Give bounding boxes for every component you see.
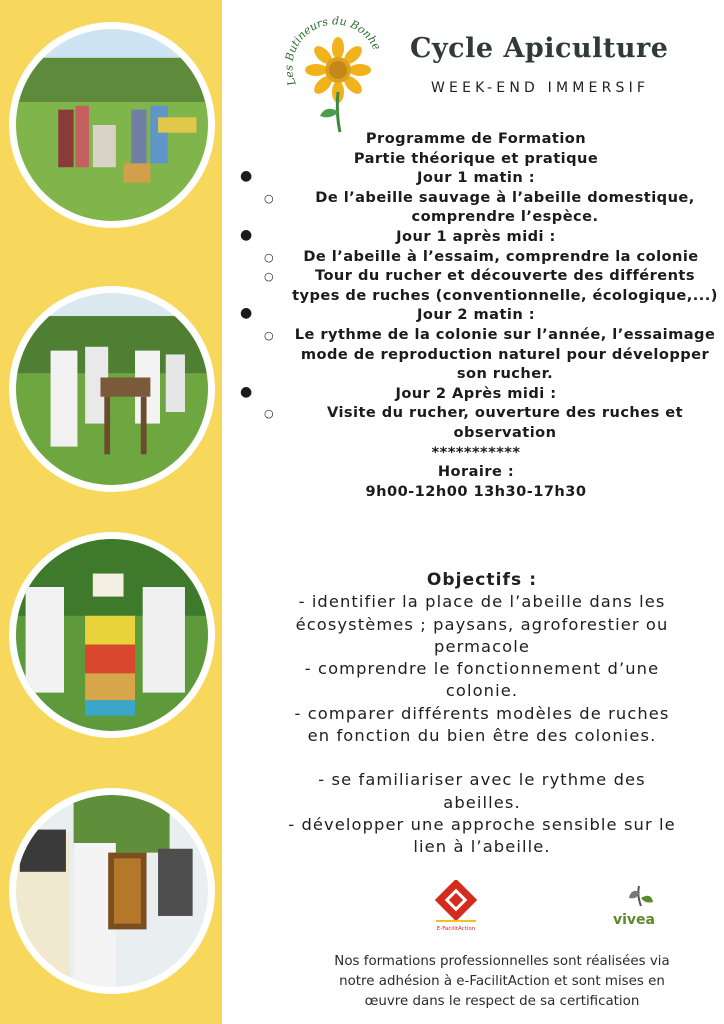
page-subtitle: WEEK-END IMMERSIF bbox=[431, 80, 650, 96]
objective-line: - comparer différents modèles de ruches bbox=[294, 703, 670, 723]
svg-text:E-FacilitAction: E-FacilitAction bbox=[436, 926, 476, 932]
objective-line: colonie. bbox=[445, 681, 519, 701]
day-label: ● Jour 2 Après midi : bbox=[240, 383, 557, 402]
certification-note bbox=[292, 952, 712, 1012]
circle-bullet-icon: ○ bbox=[264, 191, 275, 205]
photo-colored-hive bbox=[9, 532, 215, 738]
footer-line: Nos formations professionnelles sont réalisées via bbox=[334, 954, 670, 969]
day-label: ● Jour 2 matin : bbox=[240, 305, 535, 324]
svg-text:vivea: vivea bbox=[613, 912, 655, 928]
bullet-icon: ● bbox=[240, 226, 253, 243]
svg-text:Les Butineurs du Bonheur: Les Butineurs du Bonhe bbox=[282, 14, 382, 88]
objective-line: en fonction du bien être des colonies. bbox=[307, 726, 657, 746]
program-item: ○ De l’abeille à l’essaim, comprendre la colonie bbox=[232, 247, 720, 267]
objective-line: - se familiariser avec le rythme des bbox=[318, 770, 646, 790]
objective-spacer bbox=[240, 747, 724, 769]
objective-line: lien à l’abeille. bbox=[413, 837, 551, 857]
program-item: ○ Visite du rucher, ouverture des ruches et observation bbox=[264, 404, 684, 441]
bullet-icon: ● bbox=[240, 168, 253, 185]
efacilitaction-logo bbox=[432, 880, 480, 934]
circle-bullet-icon: ○ bbox=[264, 250, 275, 264]
program-section bbox=[232, 129, 720, 501]
program-heading: Programme de Formation bbox=[365, 130, 587, 147]
objective-line: - comprendre le fonctionnement d’une bbox=[304, 659, 660, 679]
photo-frame-inspection bbox=[9, 788, 215, 994]
objective-line: - développer une approche sensible sur le bbox=[288, 814, 676, 834]
footer-line: œuvre dans le respect de sa certification bbox=[364, 994, 640, 1009]
objective-line: permacole bbox=[434, 636, 530, 656]
objectives-section bbox=[240, 569, 724, 859]
circle-bullet-icon: ○ bbox=[264, 270, 275, 284]
photo-beekeepers-suits bbox=[9, 286, 215, 492]
page-title: Cycle Apiculture bbox=[410, 33, 669, 64]
separator: *********** bbox=[431, 443, 521, 461]
brand-logo bbox=[282, 14, 382, 136]
footer-line: notre adhésion à e-FacilitAction et sont mises en bbox=[339, 974, 665, 989]
vivea-logo bbox=[611, 882, 661, 928]
program-item: ○ De l’abeille sauvage à l’abeille domestique, comprendre l’espèce. bbox=[264, 188, 695, 226]
bullet-icon: ● bbox=[240, 305, 253, 322]
program-subheading: Partie théorique et pratique bbox=[353, 149, 599, 167]
program-item: ○ Le rythme de la colonie sur l’année, l’essaimage mode de reproduction naturel pour développer son rucher. bbox=[264, 325, 716, 383]
circle-bullet-icon: ○ bbox=[264, 407, 275, 421]
schedule-value: 9h00-12h00 13h30-17h30 bbox=[365, 482, 587, 500]
day-label: ● Jour 1 après midi : bbox=[240, 226, 556, 245]
schedule-label: Horaire : bbox=[437, 463, 515, 481]
objective-line: écosystèmes ; paysans, agroforestier ou bbox=[295, 614, 669, 634]
program-item: ○ Tour du rucher et découverte des différents types de ruches (conventionnelle, écologique,...) bbox=[264, 267, 718, 304]
photo-group-outdoor bbox=[9, 22, 215, 228]
objective-line: - identifier la place de l’abeille dans les bbox=[298, 592, 666, 612]
day-label: ● Jour 1 matin : bbox=[240, 168, 535, 187]
bullet-icon: ● bbox=[240, 383, 253, 400]
objective-line: abeilles. bbox=[443, 792, 521, 812]
circle-bullet-icon: ○ bbox=[264, 328, 275, 342]
objectives-heading: Objectifs : bbox=[426, 570, 538, 590]
